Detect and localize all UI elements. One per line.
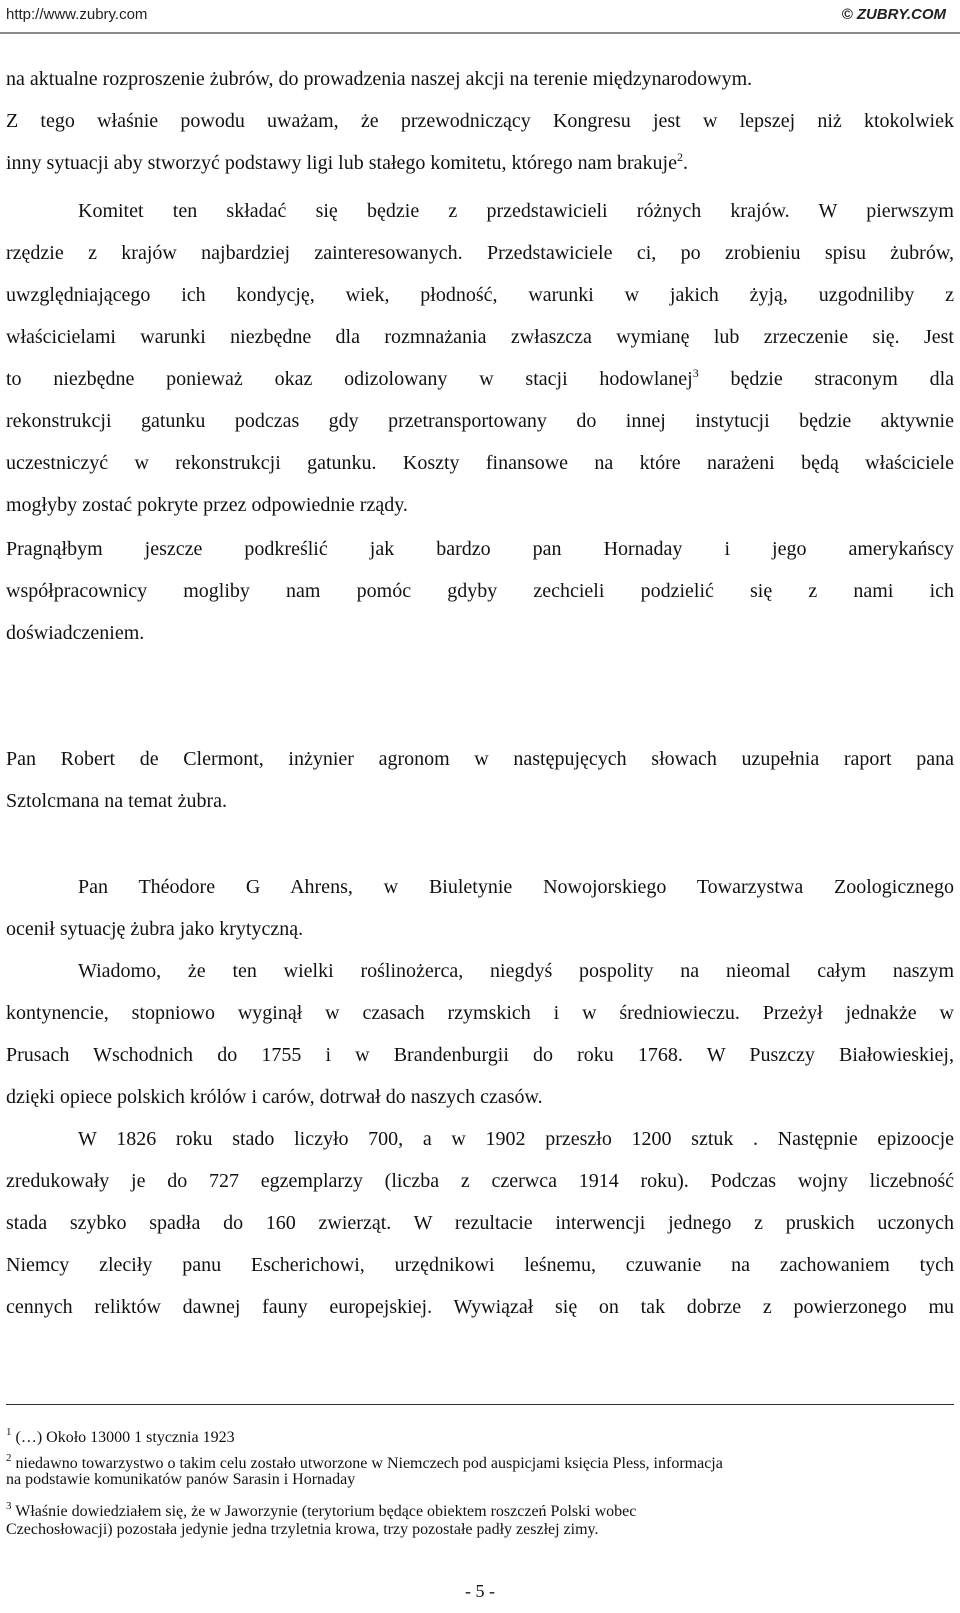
text-line-content: Wiadomo, że ten wielki roślinożerca, niegdyś pospolity na nieomal całym naszym: [78, 960, 954, 982]
text-line-content: Prusach Wschodnich do 1755 i w Brandenburgii do roku 1768. W Puszczy Białowieskiej,: [6, 1044, 954, 1066]
text-line: [6, 1168, 954, 1194]
footnote-item: [6, 1470, 954, 1490]
text-line: [6, 240, 954, 266]
text-line: [6, 282, 954, 308]
text-line: [6, 1252, 954, 1278]
text-line-content: rekonstrukcji gatunku podczas gdy przetransportowany do innej instytucji będzie aktywnie: [6, 410, 954, 432]
footnote-item: [6, 1422, 954, 1448]
text-line: [6, 1210, 954, 1236]
text-line: [6, 1294, 954, 1320]
text-line: [6, 108, 954, 134]
footnote-ref: 3: [692, 366, 699, 380]
text-line: [6, 408, 954, 434]
text-line-content: Komitet ten składać się będzie z przedstawicieli różnych krajów. W pierwszym: [78, 200, 954, 222]
text-line: [78, 874, 954, 900]
footnote-item: [6, 1520, 954, 1540]
text-line: [6, 916, 954, 942]
text-line: [6, 492, 954, 518]
text-line: [78, 958, 954, 984]
footnote-text: Czechosłowacji) pozostała jedynie jedna trzyletnia krowa, trzy pozostałe padły zeszłej zimy.: [6, 1521, 599, 1538]
footnote-separator: [6, 1404, 954, 1405]
footnote-number: 2: [6, 1452, 12, 1464]
text-line-content: Pragnąłbym jeszcze podkreślić jak bardzo pan Hornaday i jego amerykańscy: [6, 538, 954, 560]
text-line-content: Niemcy zleciły panu Escherichowi, urzędnikowi leśnemu, czuwanie na zachowaniem tych: [6, 1254, 954, 1276]
text-line: [6, 150, 954, 176]
footnote-text: Właśnie dowiedziałem się, że w Jaworzynie (terytorium będące obiektem roszczeń Polski wobec: [15, 1503, 637, 1520]
text-line-content: kontynencie, stopniowo wyginął w czasach rzymskich i w średniowieczu. Przeżył jednakże w: [6, 1002, 954, 1024]
text-line-content: cennych reliktów dawnej fauny europejskiej. Wywiązał się on tak dobrze z powierzonego mu: [6, 1296, 954, 1318]
text-line-content: Z tego właśnie powodu uważam, że przewodniczący Kongresu jest w lepszej niż ktokolwiek: [6, 110, 954, 132]
footnote-number: 3: [6, 1500, 12, 1512]
text-line: [6, 324, 954, 350]
text-line: [6, 66, 954, 92]
text-line: [6, 620, 954, 646]
footnote-text: na podstawie komunikatów panów Sarasin i Hornaday: [6, 1471, 356, 1488]
text-line: [6, 1042, 954, 1068]
text-line-content: inny sytuacji aby stworzyć podstawy ligi lub stałego komitetu, którego nam brakuje: [6, 152, 677, 174]
text-line: [6, 578, 954, 604]
text-line-content: ocenił sytuację żubra jako krytyczną.: [6, 918, 304, 940]
text-line-content: na aktualne rozproszenie żubrów, do prowadzenia naszej akcji na terenie międzynarodowym.: [6, 68, 753, 90]
text-line-content: doświadczeniem.: [6, 622, 145, 644]
header-divider: [0, 32, 960, 34]
text-line: [6, 366, 954, 392]
text-line-content: dzięki opiece polskich królów i carów, dotrwał do naszych czasów.: [6, 1086, 543, 1108]
text-line: [6, 1084, 954, 1110]
text-line: [6, 450, 954, 476]
text-line: [78, 198, 954, 224]
text-line-content: rzędzie z krajów najbardziej zainteresowanych. Przedstawiciele ci, po zrobieniu spisu żubrów,: [6, 242, 954, 264]
text-line-tail: będzie straconym dla: [698, 368, 955, 390]
footnote-number: 1: [6, 1426, 12, 1438]
text-line-content: uczestniczyć w rekonstrukcji gatunku. Koszty finansowe na które narażeni będą właściciele: [6, 452, 954, 474]
text-line: [6, 788, 954, 814]
footnote-text: niedawno towarzystwo o takim celu zostało utworzone w Niemczech pod auspicjami księcia Pless, informacja: [15, 1455, 723, 1472]
footnote-text: (…) Około 13000 1 stycznia 1923: [15, 1429, 235, 1446]
text-line: [6, 746, 954, 772]
text-line-content: uwzględniającego ich kondycję, wiek, płodność, warunki w jakich żyją, uzgodniliby z: [6, 284, 954, 306]
text-line: [6, 536, 954, 562]
text-line-content: Sztolcmana na temat żubra.: [6, 790, 228, 812]
text-line-content: właścicielami warunki niezbędne dla rozmnażania zwłaszcza wymianę lub zrzeczenie się. Jest: [6, 326, 954, 348]
footnote-item: [6, 1496, 954, 1522]
text-line-content: W 1826 roku stado liczyło 700, a w 1902 przeszło 1200 sztuk . Następnie epizoocje: [78, 1128, 954, 1150]
text-line-content: to niezbędne ponieważ okaz odizolowany w stacji hodowlanej: [6, 368, 693, 390]
text-line: [6, 1000, 954, 1026]
text-line-tail: .: [682, 152, 688, 174]
text-line: [78, 1126, 954, 1152]
text-line-content: współpracownicy mogliby nam pomóc gdyby zechcieli podzielić się z nami ich: [6, 580, 954, 602]
text-line-content: zredukowały je do 727 egzemplarzy (liczba z czerwca 1914 roku). Podczas wojny liczebność: [6, 1170, 954, 1192]
header-brand: © ZUBRY.COM: [841, 6, 946, 23]
text-line-content: Pan Théodore G Ahrens, w Biuletynie Nowojorskiego Towarzystwa Zoologicznego: [78, 876, 954, 898]
page-number: - 5 -: [465, 1581, 495, 1601]
text-line-content: Pan Robert de Clermont, inżynier agronom w następujęcych słowach uzupełnia raport pana: [6, 748, 954, 770]
footnote-ref: 2: [676, 150, 683, 164]
text-line-content: mogłyby zostać pokryte przez odpowiednie rządy.: [6, 494, 408, 516]
header-url[interactable]: http://www.zubry.com: [6, 6, 148, 23]
text-line-content: stada szybko spadła do 160 zwierząt. W rezultacie interwencji jednego z pruskich uczonych: [6, 1212, 954, 1234]
